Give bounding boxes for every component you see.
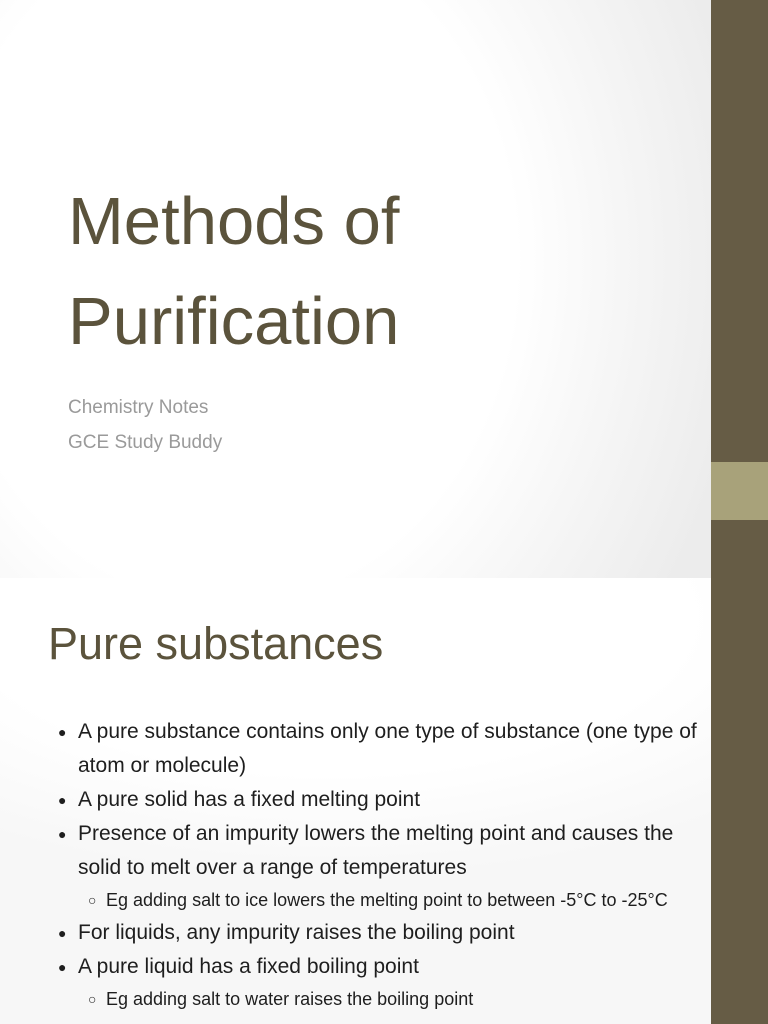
sub-bullet-item [58, 984, 698, 1015]
bullet-item [58, 916, 698, 950]
slide-heading: Pure substances [48, 618, 384, 669]
filled-circle-bullet-icon: ● [58, 792, 67, 808]
title-line-1: Methods of [68, 184, 400, 259]
slide-sidebar-accent [711, 462, 768, 520]
slide-pure-substances [0, 578, 768, 1024]
subtitle-line-2: GCE Study Buddy [68, 432, 223, 453]
bullet-text: Eg adding salt to water raises the boiling point [106, 989, 474, 1009]
subtitle-line-1: Chemistry Notes [68, 397, 209, 418]
bullet-item [58, 817, 698, 885]
bullet-text: Presence of an impurity lowers the melting point and causes the solid to melt over a range of temperatures [78, 822, 674, 879]
bullet-text: A pure liquid has a fixed boiling point [78, 955, 419, 978]
slide-title-heading [68, 172, 668, 372]
bullet-item [58, 950, 698, 984]
hollow-circle-bullet-icon: ○ [88, 892, 97, 908]
filled-circle-bullet-icon: ● [58, 959, 67, 975]
sub-bullet-item [58, 885, 698, 916]
hollow-circle-bullet-icon: ○ [88, 991, 97, 1007]
filled-circle-bullet-icon: ● [58, 724, 67, 740]
bullet-item [58, 715, 698, 783]
filled-circle-bullet-icon: ● [58, 925, 67, 941]
slide-sidebar [711, 578, 768, 1024]
filled-circle-bullet-icon: ● [58, 826, 67, 842]
bullet-text: A pure substance contains only one type of substance (one type of atom or molecule) [78, 720, 697, 777]
bullet-text: Eg adding salt to ice lowers the melting point to between -5°C to -25°C [106, 890, 668, 910]
slide-subtitle [68, 390, 222, 460]
bullet-text: For liquids, any impurity raises the boiling point [78, 921, 515, 944]
bullet-item [58, 783, 698, 817]
title-line-2: Purification [68, 284, 400, 359]
bullet-text: A pure solid has a fixed melting point [78, 788, 421, 811]
bullet-list [58, 715, 698, 1015]
